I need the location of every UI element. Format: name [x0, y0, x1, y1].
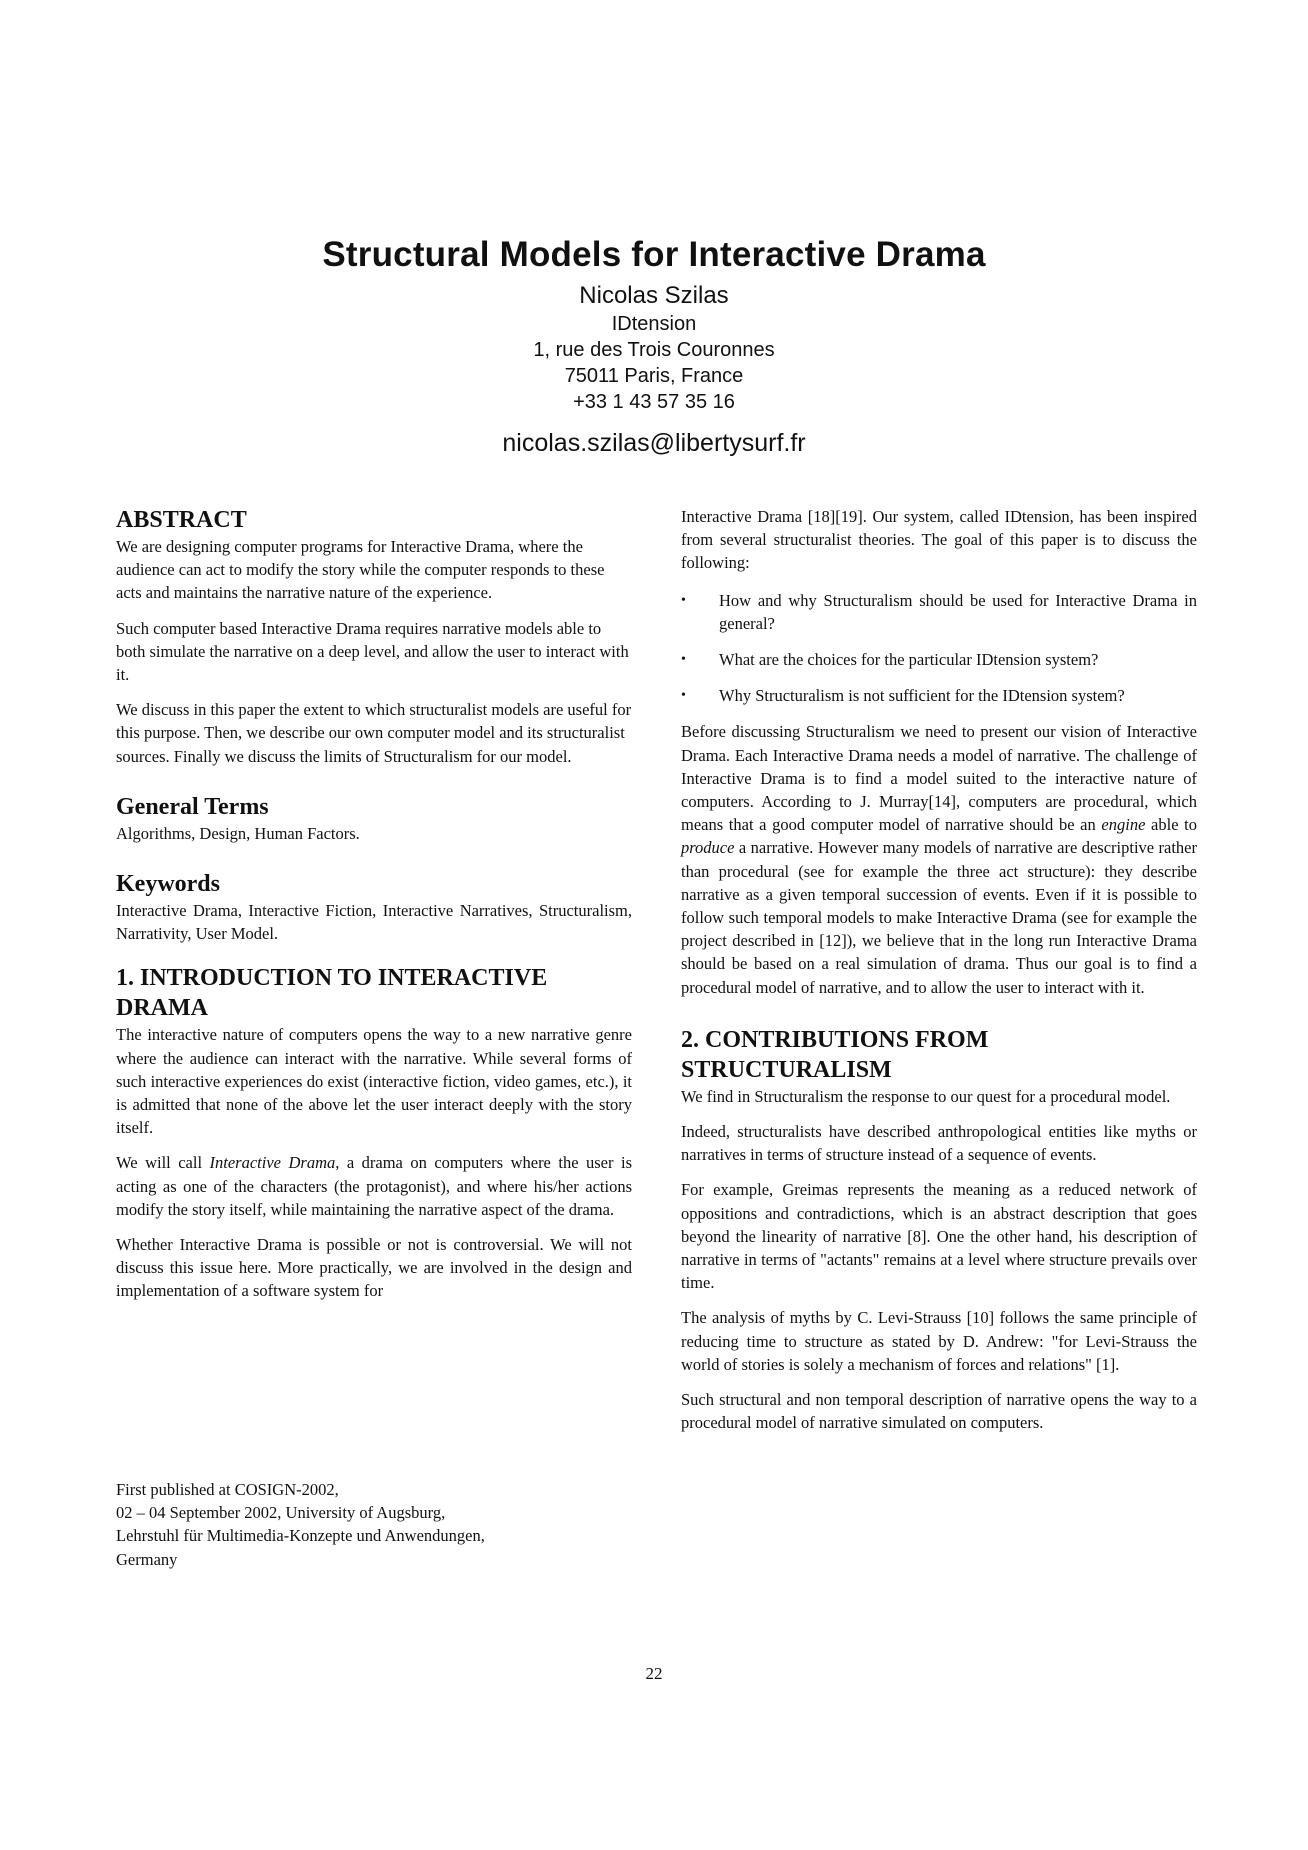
title-block — [0, 233, 1308, 459]
general-terms-text: Algorithms, Design, Human Factors. — [116, 823, 360, 843]
section-1-heading — [116, 963, 632, 1023]
page-number: 22 — [645, 1664, 663, 1683]
keywords-text: Interactive Drama, Interactive Fiction, Interactive Narratives, Structuralism, Narrativity, User Model. — [116, 901, 632, 944]
footnote-line-4: Germany — [116, 1549, 178, 1569]
right-paragraph-2 — [681, 720, 1197, 998]
affiliation-org: IDtension — [611, 313, 697, 335]
general-terms-heading: General Terms — [116, 793, 269, 820]
goals-list — [681, 589, 1197, 708]
section-2-paragraph-4: The analysis of myths by C. Levi-Strauss [10] follows the same principle of reducing time to structure as stated by D. Andrew: "for Levi-Strauss the world of stories is solely a mechanism of forces and relations" [1]. — [681, 1308, 1197, 1374]
section-2-paragraph-2: Indeed, structuralists have described anthropological entities like myths or narratives in terms of structure instead of a sequence of events. — [681, 1122, 1197, 1165]
abstract-paragraph-3: We discuss in this paper the extent to which structuralist models are useful for this purpose. Then, we describe our own computer model and its structuralist sources. Finally we discuss the limits of Structuralism for our model. — [116, 700, 632, 766]
author-email: nicolas.szilas@libertysurf.fr — [502, 429, 806, 457]
publication-footnote — [116, 1478, 636, 1571]
abstract-paragraph-2: Such computer based Interactive Drama requires narrative models able to both simulate the narrative on a deep level, and allow the user to interact with it. — [116, 618, 629, 685]
author-name: Nicolas Szilas — [579, 282, 729, 309]
section-2-paragraph-1: We find in Structuralism the response to our quest for a procedural model. — [681, 1086, 1171, 1106]
left-column — [116, 505, 632, 1315]
section-2-paragraph-3: For example, Greimas represents the meaning as a reduced network of oppositions and contradictions, which is an abstract description that goes beyond the linearity of narrative [8]. One the other hand, his description of narrative in terms of "actants" remains at a level where structure prevails over time. — [681, 1180, 1197, 1293]
affiliation-street: 1, rue des Trois Couronnes — [533, 339, 775, 361]
section-1-heading-line-2: DRAMA — [116, 995, 208, 1022]
p2-part-b: able to — [1145, 815, 1197, 835]
abstract-paragraph-1: We are designing computer programs for Interactive Drama, where the audience can act to modify the story while the computer responds to these acts and maintains the narrative nature of the experience. — [116, 537, 605, 603]
footnote-line-1: First published at COSIGN-2002, — [116, 1480, 339, 1499]
section-1-paragraph-1: The interactive nature of computers opens the way to a new narrative genre where the audience can interact with the narrative. While several forms of such interactive experiences do exist (interactive fiction, video games, etc.), it is admitted that none of the above let the user interact deeply with the story itself. — [116, 1025, 632, 1138]
affiliation-phone: +33 1 43 57 35 16 — [573, 391, 735, 413]
section-1-paragraph-3: Whether Interactive Drama is possible or not is controversial. We will not discuss this issue here. More practically, we are involved in the design and implementation of a software system for — [116, 1235, 632, 1301]
section-2-heading-line-1: 2. CONTRIBUTIONS FROM — [681, 1026, 989, 1053]
list-item: • Why Structuralism is not sufficient for the IDtension system? — [681, 684, 1197, 707]
section-2-paragraph-5: Such structural and non temporal description of narrative opens the way to a procedural model of narrative simulated on computers. — [681, 1390, 1197, 1433]
section-1-paragraph-2 — [116, 1151, 632, 1221]
footnote-line-2: 02 – 04 September 2002, University of Augsburg, — [116, 1503, 446, 1523]
right-column — [681, 505, 1197, 1447]
affiliation-city: 75011 Paris, France — [564, 365, 744, 387]
section-2-heading — [681, 1025, 1197, 1085]
keywords-heading: Keywords — [116, 871, 220, 898]
abstract-heading: ABSTRACT — [116, 507, 247, 533]
p2-emphasis-engine: engine — [1101, 815, 1146, 835]
s1-p2-emphasis: Interactive Drama — [209, 1153, 336, 1173]
list-item: • How and why Structuralism should be used for Interactive Drama in general? — [681, 589, 1197, 635]
s1-p2-post: , a drama on computers where the user is acting as one of the characters (the protagonist), and where his/her actions modify the story itself, while maintaining the narrative aspect of the drama. — [116, 1153, 632, 1219]
right-paragraph-1: Interactive Drama [18][19]. Our system, called IDtension, has been inspired from several structuralist theories. The goal of this paper is to discuss the following: — [681, 507, 1197, 573]
p2-part-a: Before discussing Structuralism we need to present our vision of Interactive Drama. Each Interactive Drama needs a model of narrative. The challenge of Interactive Drama is to find a model suited to the interactive nature of computers. According to J. Murray[14], computers are procedural, which means that a good computer model of narrative should be an — [681, 722, 1197, 835]
section-2-heading-line-2: STRUCTURALISM — [681, 1056, 892, 1083]
p2-part-c: a narrative. However many models of narrative are descriptive rather than procedural (see for example the three act structure): they describe narrative as a given temporal succession of events. Even if it is possible to follow such temporal models to make Interactive Drama (see for example the project described in [12]), we believe that in the long run Interactive Drama should be based on a real simulation of drama. Thus our goal is to find a procedural model of narrative, and to allow the user to interact with it. — [681, 838, 1197, 997]
section-1-heading-line-1: 1. INTRODUCTION TO INTERACTIVE — [116, 965, 548, 992]
list-item: • What are the choices for the particular IDtension system? — [681, 648, 1197, 671]
footnote-line-3: Lehrstuhl für Multimedia-Konzepte und Anwendungen, — [116, 1526, 485, 1546]
p2-emphasis-produce: produce — [681, 838, 735, 858]
paper-title: Structural Models for Interactive Drama — [322, 235, 986, 274]
s1-p2-pre: We will call — [116, 1153, 210, 1173]
